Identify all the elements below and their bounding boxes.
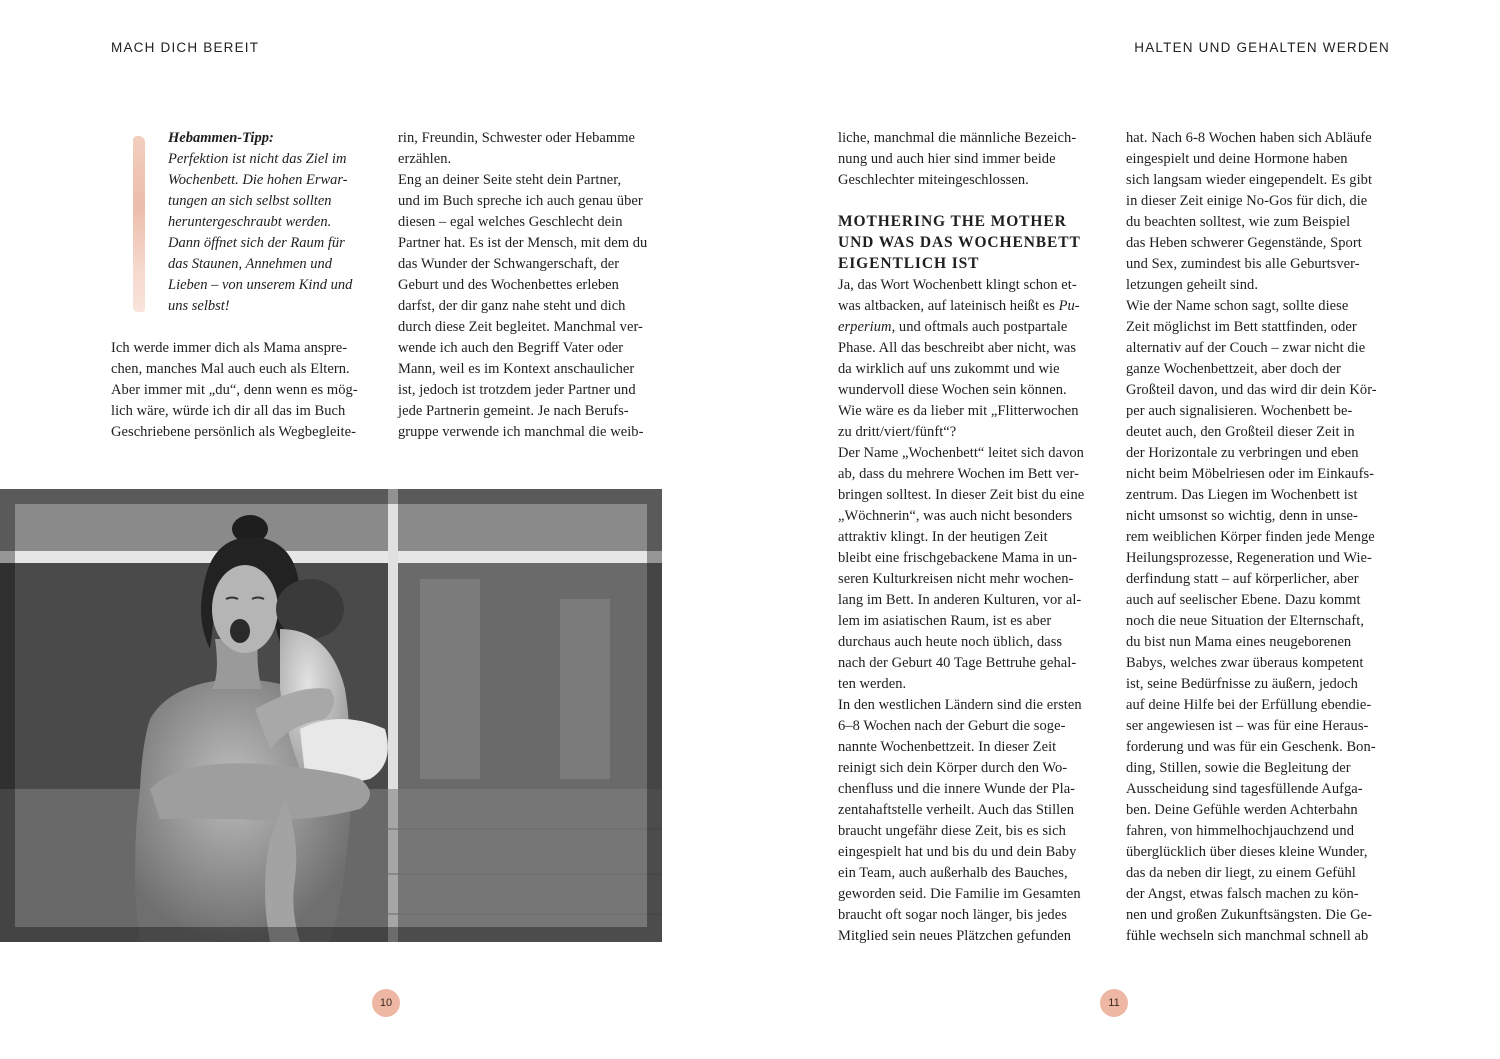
body-line: du beachten solltest, wie zum Beispiel bbox=[1126, 214, 1351, 230]
body-line: liche, manchmal die männliche Bezeich- bbox=[838, 130, 1077, 146]
body-line: Aber immer mit „du“, denn wenn es mög- bbox=[111, 382, 358, 398]
body-line: noch die neue Situation der Elternschaft, bbox=[1126, 613, 1365, 629]
body-line: sich langsam wieder eingependelt. Es gibt bbox=[1126, 172, 1373, 188]
body-line: Ich werde immer dich als Mama anspre- bbox=[111, 340, 348, 356]
body-line: auf deine Hilfe bei der Erfüllung ebendie- bbox=[1126, 697, 1372, 713]
body-line: rin, Freundin, Schwester oder Hebamme bbox=[398, 130, 636, 146]
body-line: Zeit möglichst im Bett stattfinden, oder bbox=[1126, 319, 1357, 335]
body-line: darfst, der dir ganz nahe steht und dich bbox=[398, 298, 626, 314]
body-line: und Sex, zumindest bis alle Geburtsver- bbox=[1126, 256, 1360, 272]
body-line: lem im asiatischen Raum, ist es aber bbox=[838, 613, 1052, 629]
tip-line: das Staunen, Annehmen und bbox=[168, 256, 333, 272]
body-line: gruppe verwende ich manchmal die weib- bbox=[398, 424, 644, 440]
body-line: Der Name „Wochenbett“ leitet sich davon bbox=[838, 445, 1084, 461]
body-line: Heilungsprozesse, Regeneration und Wie- bbox=[1126, 550, 1372, 566]
body-line: Mitglied sein neues Plätzchen gefunden bbox=[838, 928, 1072, 944]
tip-line: Wochenbett. Die hohen Erwar- bbox=[168, 172, 348, 188]
body-line: zentahaftstelle verheilt. Auch das Stillen bbox=[838, 802, 1075, 818]
body-line: Geburt und des Wochenbettes erleben bbox=[398, 277, 619, 293]
running-head-right: HALTEN UND GEHALTEN WERDEN bbox=[1134, 40, 1390, 55]
body-line: bleibt eine frischgebackene Mama in un- bbox=[838, 550, 1078, 566]
tip-accent-bar bbox=[133, 136, 145, 312]
body-line: In den westlichen Ländern sind die ersten bbox=[838, 697, 1082, 713]
body-line: was altbacken, auf lateinisch heißt es Pu- bbox=[838, 298, 1080, 314]
body-line: ser angewiesen ist – was für eine Heraus- bbox=[1126, 718, 1369, 734]
body-line: durchaus auch heute noch üblich, dass bbox=[838, 634, 1063, 650]
body-line: hat. Nach 6-8 Wochen haben sich Abläufe bbox=[1126, 130, 1372, 146]
body-line: „Wöchnerin“, was auch nicht besonders bbox=[838, 508, 1073, 524]
body-line: ding, Stillen, sowie die Begleitung der bbox=[1126, 760, 1351, 776]
body-line: nung und auch hier sind immer beide bbox=[838, 151, 1056, 167]
tip-line: heruntergeschraubt werden. bbox=[168, 214, 332, 230]
page-number-left: 10 bbox=[372, 989, 400, 1017]
body-line: ein Team, auch außerhalb des Bauches, bbox=[838, 865, 1068, 881]
body-line: eingespielt hat und bis du und dein Baby bbox=[838, 844, 1077, 860]
body-line: alternativ auf der Couch – zwar nicht die bbox=[1126, 340, 1366, 356]
body-line: Babys, welches zwar überaus kompetent bbox=[1126, 655, 1364, 671]
body-line: forderung und was für ein Geschenk. Bon- bbox=[1126, 739, 1376, 755]
body-line: eingespielt und deine Hormone haben bbox=[1126, 151, 1348, 167]
body-line: seren Kulturkreisen nicht mehr wochen- bbox=[838, 571, 1074, 587]
body-line: das Heben schwerer Gegenstände, Sport bbox=[1126, 235, 1362, 251]
body-line: wundervoll diese Wochen sein können. bbox=[838, 382, 1067, 398]
body-line: wende ich auch den Begriff Vater oder bbox=[398, 340, 624, 356]
body-line: braucht ungefähr diese Zeit, bis es sich bbox=[838, 823, 1066, 839]
body-line: derfindung statt – auf körperlicher, aber bbox=[1126, 571, 1359, 587]
section-heading-line: EIGENTLICH IST bbox=[838, 255, 980, 272]
body-line: überglücklich über dieses kleine Wunder, bbox=[1126, 844, 1368, 860]
body-line: durch diese Zeit begleitet. Manchmal ver- bbox=[398, 319, 643, 335]
body-line: Wie wäre es da lieber mit „Flitterwochen bbox=[838, 403, 1079, 419]
page-number-right: 11 bbox=[1100, 989, 1128, 1017]
body-line: Geschlechter miteingeschlossen. bbox=[838, 172, 1029, 188]
body-line: Phase. All das beschreibt aber nicht, was bbox=[838, 340, 1077, 356]
body-line: Wie der Name schon sagt, sollte diese bbox=[1126, 298, 1349, 314]
mother-newborn-photo bbox=[0, 489, 662, 942]
body-line: Geschriebene persönlich als Wegbegleite- bbox=[111, 424, 356, 440]
body-line: ben. Deine Gefühle werden Achterbahn bbox=[1126, 802, 1358, 818]
body-line: nach der Geburt 40 Tage Bettruhe gehal- bbox=[838, 655, 1077, 671]
body-line: das Wunder der Schwangerschaft, der bbox=[398, 256, 620, 272]
running-head-left: MACH DICH BEREIT bbox=[111, 40, 260, 55]
body-line: der Horizontale zu verbringen und eben bbox=[1126, 445, 1359, 461]
body-line: jede Partnerin gemeint. Je nach Berufs- bbox=[398, 403, 629, 419]
body-line: Ja, das Wort Wochenbett klingt schon et- bbox=[838, 277, 1077, 293]
body-line: per auch signalisieren. Wochenbett be- bbox=[1126, 403, 1353, 419]
body-line: rem weiblichen Körper finden jede Menge bbox=[1126, 529, 1375, 545]
body-line: nen und großen Zukunftsängsten. Die Ge- bbox=[1126, 907, 1372, 923]
body-line: lang im Bett. In anderen Kulturen, vor al- bbox=[838, 592, 1082, 608]
tip-line: Dann öffnet sich der Raum für bbox=[168, 235, 345, 251]
body-line: zentrum. Das Liegen im Wochenbett ist bbox=[1126, 487, 1358, 503]
body-line: bringen solltest. In dieser Zeit bist du eine bbox=[838, 487, 1085, 503]
tip-line: uns selbst! bbox=[168, 298, 230, 314]
section-heading-line: UND WAS DAS WOCHENBETT bbox=[838, 234, 1081, 251]
body-line: ganze Wochenbettzeit, aber doch der bbox=[1126, 361, 1341, 377]
body-line: ist, jedoch ist trotzdem jeder Partner und bbox=[398, 382, 636, 398]
tip-line: Lieben – von unserem Kind und bbox=[168, 277, 353, 293]
body-line: diesen – egal welches Geschlecht dein bbox=[398, 214, 623, 230]
tip-title: Hebammen-Tipp: bbox=[168, 130, 274, 146]
body-line: reinigt sich dein Körper durch den Wo- bbox=[838, 760, 1068, 776]
body-line: Eng an deiner Seite steht dein Partner, bbox=[398, 172, 622, 188]
body-line: Ausscheidung sind tagesfüllende Aufga- bbox=[1126, 781, 1363, 797]
body-line: in dieser Zeit einige No-Gos für dich, die bbox=[1126, 193, 1368, 209]
body-line: ten werden. bbox=[838, 676, 907, 692]
body-line: geworden seid. Die Familie im Gesamten bbox=[838, 886, 1081, 902]
body-line: fühle wechseln sich manchmal schnell ab bbox=[1126, 928, 1369, 944]
body-line: auch auf seelischer Ebene. Dazu kommt bbox=[1126, 592, 1361, 608]
tip-line: tungen an sich selbst sollten bbox=[168, 193, 332, 209]
body-line: du bist nun Mama eines neugeborenen bbox=[1126, 634, 1352, 650]
body-line: nannte Wochenbettzeit. In dieser Zeit bbox=[838, 739, 1057, 755]
section-heading-line: MOTHERING THE MOTHER bbox=[838, 213, 1067, 230]
body-line: deutet auch, den Großteil dieser Zeit in bbox=[1126, 424, 1355, 440]
body-line: attraktiv klingt. In der heutigen Zeit bbox=[838, 529, 1048, 545]
body-line: Partner hat. Es ist der Mensch, mit dem du bbox=[398, 235, 648, 251]
body-line: zu dritt/viert/fünft“? bbox=[838, 424, 957, 440]
body-line: nicht beim Möbelriesen oder im Einkaufs- bbox=[1126, 466, 1375, 482]
body-line: das da neben dir liegt, zu einem Gefühl bbox=[1126, 865, 1356, 881]
body-line: ist, seine Bedürfnisse zu äußern, jedoch bbox=[1126, 676, 1358, 692]
body-line: erzählen. bbox=[398, 151, 452, 167]
body-line: letzungen geheilt sind. bbox=[1126, 277, 1259, 293]
body-line: fahren, von himmelhochjauchzend und bbox=[1126, 823, 1355, 839]
body-line: nicht umsonst so wichtig, denn in unse- bbox=[1126, 508, 1358, 524]
body-line: der Angst, etwas falsch machen zu kön- bbox=[1126, 886, 1359, 902]
body-line: 6–8 Wochen nach der Geburt die soge- bbox=[838, 718, 1066, 734]
body-line: chen, manches Mal auch euch als Eltern. bbox=[111, 361, 350, 377]
body-line: da wirklich auf uns zukommt und wie bbox=[838, 361, 1060, 377]
body-line: chenfluss und die innere Wunde der Pla- bbox=[838, 781, 1076, 797]
body-line: Mann, weil es im Kontext anschaulicher bbox=[398, 361, 635, 377]
body-line: braucht oft sogar noch länger, bis jedes bbox=[838, 907, 1067, 923]
body-line: und im Buch spreche ich auch genau über bbox=[398, 193, 643, 209]
tip-line: Perfektion ist nicht das Ziel im bbox=[168, 151, 347, 167]
body-line: ab, dass du mehrere Wochen im Bett ver- bbox=[838, 466, 1080, 482]
body-line: erperium, und oftmals auch postpartale bbox=[838, 319, 1068, 335]
body-line: Großteil davon, und das wird dir dein Kör- bbox=[1126, 382, 1377, 398]
body-line: lich wäre, würde ich dir all das im Buch bbox=[111, 403, 346, 419]
